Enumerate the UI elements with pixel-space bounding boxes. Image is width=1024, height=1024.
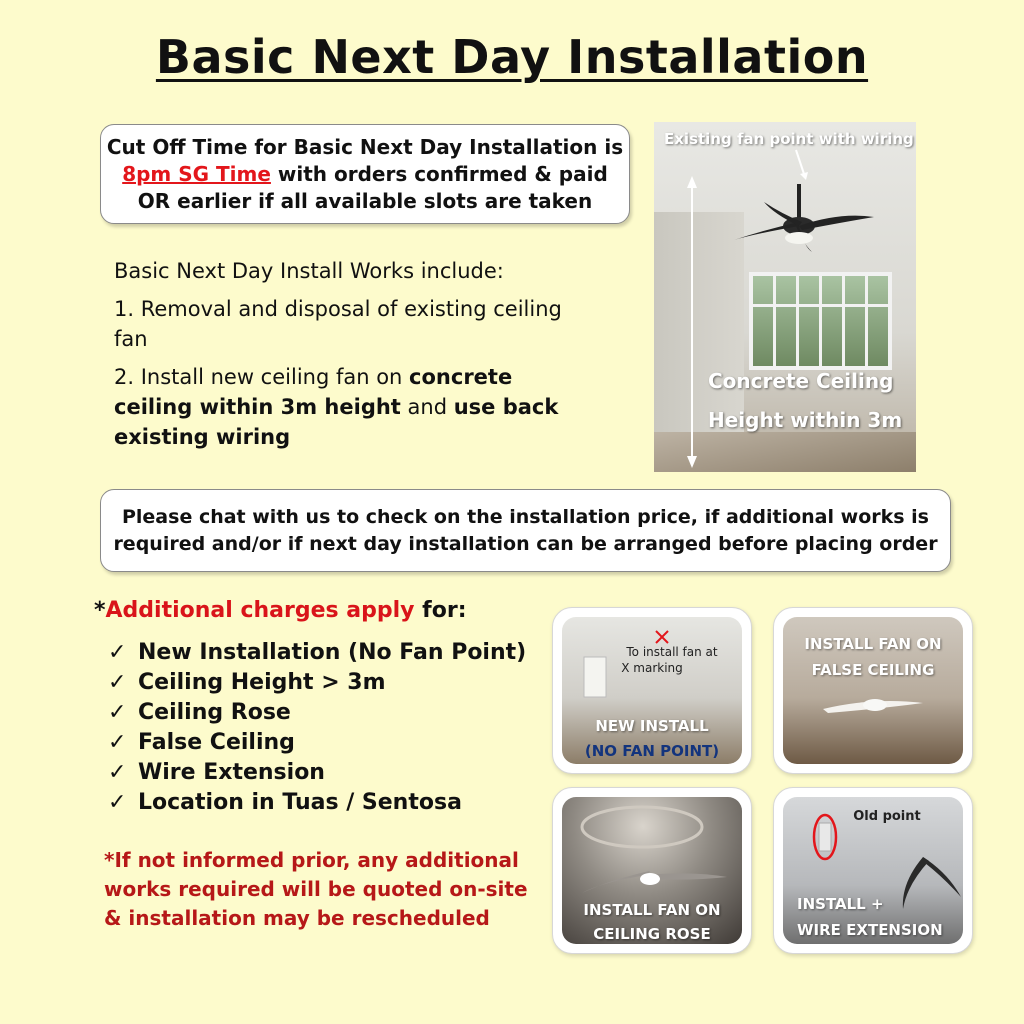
charges-item-label: False Ceiling bbox=[138, 730, 295, 755]
check-icon: ✓ bbox=[108, 670, 127, 695]
check-icon: ✓ bbox=[108, 790, 127, 815]
works-item-2-bold-1: concrete ceiling within 3m height bbox=[114, 365, 513, 419]
charges-item-label: Ceiling Rose bbox=[138, 700, 291, 725]
tile-new-install-photo bbox=[562, 617, 742, 764]
disclaimer-text: *If not informed prior, any additional works required will be quoted on-site & installation may be rescheduled bbox=[104, 848, 528, 930]
cutoff-line-3: OR earlier if all available slots are taken bbox=[137, 189, 593, 213]
tile-new-install bbox=[552, 607, 752, 774]
charges-list bbox=[108, 638, 526, 818]
works-item-2-prefix: 2. Install new ceiling fan on bbox=[114, 365, 410, 389]
page-title: Basic Next Day Installation bbox=[155, 30, 869, 84]
tile-4-label-2: WIRE EXTENSION bbox=[797, 921, 943, 939]
charges-item bbox=[108, 788, 526, 818]
check-icon: ✓ bbox=[108, 700, 127, 725]
install-works-list bbox=[114, 256, 584, 460]
tile-4-note: Old point bbox=[853, 809, 921, 824]
fan-point-caption: Existing fan point with wiring bbox=[664, 130, 914, 148]
tile-4-label-1: INSTALL + bbox=[797, 895, 884, 913]
works-heading: Basic Next Day Install Works include: bbox=[114, 259, 504, 283]
chat-note-line-1: Please chat with us to check on the installation price, if additional works is bbox=[121, 506, 929, 528]
charges-item-label: Ceiling Height > 3m bbox=[138, 670, 386, 695]
concrete-ceiling-overlay: Concrete Ceiling bbox=[708, 369, 894, 393]
charges-red-text: Additional charges apply bbox=[105, 598, 415, 623]
charges-item bbox=[108, 758, 526, 788]
works-item-2-mid: and bbox=[400, 395, 454, 419]
tile-wire-extension-photo bbox=[783, 797, 963, 944]
check-icon: ✓ bbox=[108, 730, 127, 755]
works-item-2 bbox=[114, 362, 584, 452]
works-item-2-bold-2: use back existing wiring bbox=[114, 395, 559, 449]
cutoff-time-highlight: 8pm SG Time bbox=[122, 162, 271, 186]
chat-note bbox=[100, 489, 951, 572]
tile-1-label-2: (NO FAN POINT) bbox=[584, 742, 720, 760]
charges-item-label: New Installation (No Fan Point) bbox=[138, 640, 527, 665]
tile-ceiling-rose-photo bbox=[562, 797, 742, 944]
charges-item bbox=[108, 668, 526, 698]
charges-item-label: Location in Tuas / Sentosa bbox=[138, 790, 462, 815]
tile-2-label-2: FALSE CEILING bbox=[811, 661, 935, 679]
tile-wire-extension bbox=[773, 787, 973, 954]
charges-prefix: * bbox=[94, 598, 106, 623]
tile-3-label-1: INSTALL FAN ON bbox=[583, 901, 721, 919]
cutoff-line-2-rest: with orders confirmed & paid bbox=[270, 162, 608, 186]
charges-item bbox=[108, 728, 526, 758]
cutoff-line-2 bbox=[101, 161, 629, 188]
charges-item-label: Wire Extension bbox=[138, 760, 325, 785]
tile-ceiling-rose bbox=[552, 787, 752, 954]
tile-2-label-1: INSTALL FAN ON bbox=[804, 635, 942, 653]
charges-item bbox=[108, 638, 526, 668]
works-item-1: 1. Removal and disposal of existing ceiling fan bbox=[114, 297, 562, 351]
ceiling-rose-fan-icon bbox=[562, 797, 742, 944]
charges-heading bbox=[94, 598, 467, 623]
check-icon: ✓ bbox=[108, 640, 127, 665]
tile-1-note-1: To install fan at bbox=[626, 645, 718, 659]
check-icon: ✓ bbox=[108, 760, 127, 785]
chat-note-line-2: required and/or if next day installation can be arranged before placing order bbox=[113, 533, 938, 555]
tile-1-note-2: X marking bbox=[621, 661, 683, 675]
tile-false-ceiling bbox=[773, 607, 973, 774]
tile-1-label-1: NEW INSTALL bbox=[595, 717, 709, 735]
charges-item bbox=[108, 698, 526, 728]
cutoff-line-1: Cut Off Time for Basic Next Day Installation is bbox=[106, 135, 624, 159]
tile-false-ceiling-photo bbox=[783, 617, 963, 764]
charges-suffix: for: bbox=[414, 598, 467, 623]
tile-3-label-2: CEILING ROSE bbox=[593, 925, 711, 943]
cutoff-note bbox=[100, 124, 630, 224]
height-overlay: Height within 3m bbox=[708, 408, 903, 432]
